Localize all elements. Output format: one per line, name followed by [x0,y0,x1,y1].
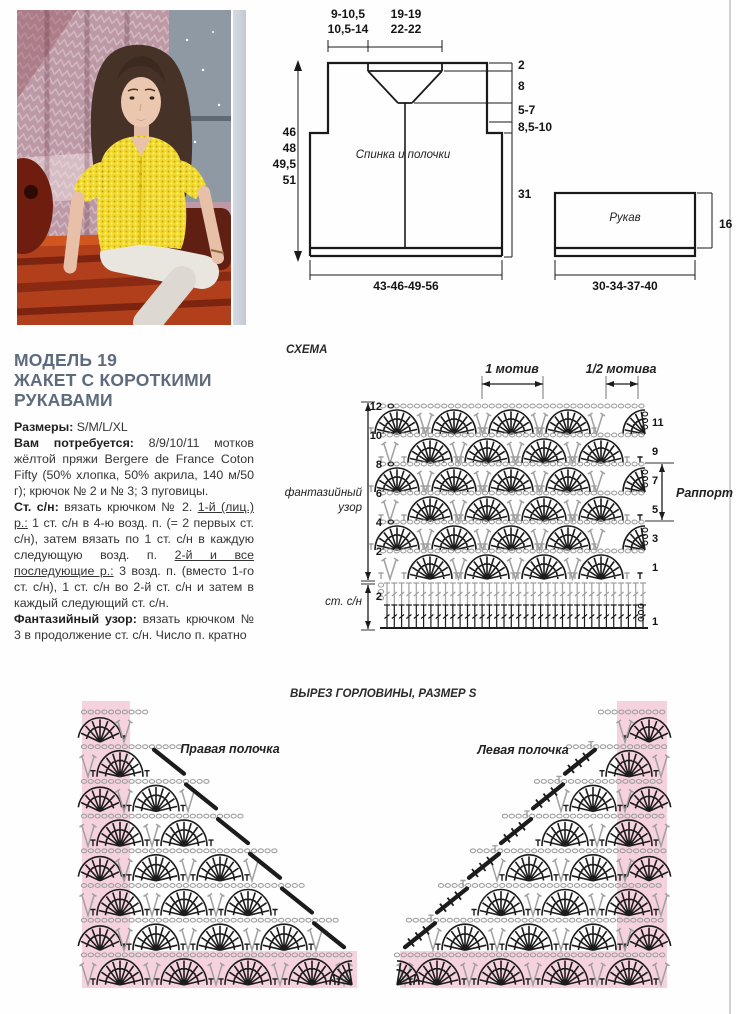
row-number: 2 [375,546,382,558]
pattern-instructions [14,419,254,643]
dim-shoulder-1: 9-10,5 [330,7,366,21]
row-number: 8 [375,459,382,471]
row-number: 3 [652,533,659,545]
motif-label: 1 мотив [485,362,539,376]
pattern-paragraph: Ст. с/н: вязать крючком № 2. 1-й (лиц.) р.: 1 ст. с/н в 4-ю возд. п. (= 2 первых ст. с/н), затем вязать по 1 ст. с/н в каждую следующую возд. п. 2-й и все последующие р.: 3 возд. п. (вместо 1-го ст. с/н), 1 ст. с/н во 2-й ст. с/н и затем в каждый следующий ст. с/н. [14,500,255,611]
title-line-2: РУКАВАМИ [14,390,113,411]
sleeve-outline [555,193,695,256]
neckline-heading: ВЫРЕЗ ГОРЛОВИНЫ, РАЗМЕР S [290,688,477,700]
pattern-paragraph: Вам потребуется: 8/9/10/11 мотков жёлтой пряжи Bergere de France Coton Fifty (50% хлопка, 50% акрила, 140 м/50 г); крючок № 2 и № 3; 3 пуговицы. [14,436,254,499]
schema-arrows [365,381,665,629]
face [121,77,161,127]
pattern-paragraph: Размеры: S/M/L/XL [14,420,128,435]
measurement-diagram [255,0,736,300]
row-number: 9 [652,446,659,458]
dim-height-2: 48 [282,141,296,155]
dim-right-1: 2 [518,58,525,72]
row-number: 11 [652,417,664,429]
half-motif-label: 1/2 мотива [585,362,657,376]
row-number: 1 [652,616,659,628]
row-number: 2 [375,591,382,603]
right-front-label: Правая полочка [180,742,280,756]
row-number: 12 [369,401,382,413]
stitch-chart [280,355,736,645]
neckline-charts [60,660,736,1014]
row-number: 6 [375,488,382,500]
sleeve-piece-label: Рукав [609,212,641,224]
dim-right-5: 31 [518,187,532,201]
schema-chart-symbols [368,404,648,628]
left-front-label: Левая полочка [477,743,569,757]
dim-sleeve-height: 16 [719,217,733,231]
dim-height-1: 46 [282,125,296,139]
dim-neck-2: 22-22 [390,22,422,36]
title-line-1: ЖАКЕТ С КОРОТКИМИ [14,370,212,391]
row-number: 10 [369,430,382,442]
dim-shoulder-2: 10,5-14 [327,22,369,36]
dim-right-3: 5-7 [518,103,536,117]
model-photo-art [17,10,231,325]
model-number: МОДЕЛЬ 19 [14,350,118,370]
dim-right-2: 8 [518,79,525,93]
pattern-label-2: узор [338,502,362,514]
dim-sleeve-width: 30-34-37-40 [592,279,658,293]
row-number: 7 [652,475,659,487]
dim-height-4: 51 [282,173,296,187]
pattern-label-1: фантазийный [284,487,362,499]
row-number: 4 [375,517,382,529]
schema-heading: СХЕМА [286,344,328,356]
base-stitch-label: ст. с/н [325,596,362,608]
pattern-paragraph: Фантазийный узор: вязать крючком № 3 в продолжение ст. с/н. Число п. кратно [14,612,254,643]
article-column [14,350,254,643]
rapport-label: Раппорт [676,486,733,500]
body-piece-label: Спинка и полочки [355,149,451,161]
page-gutter-strip [233,10,246,325]
dim-body-width: 43-46-49-56 [373,279,439,293]
row-number: 1 [652,562,659,574]
row-number: 5 [652,504,659,516]
dim-neck-1: 19-19 [390,7,422,21]
dim-right-4: 8,5-10 [518,120,553,134]
model-photo [17,10,231,325]
dim-height-3: 49,5 [272,157,296,171]
page-title [14,350,254,410]
